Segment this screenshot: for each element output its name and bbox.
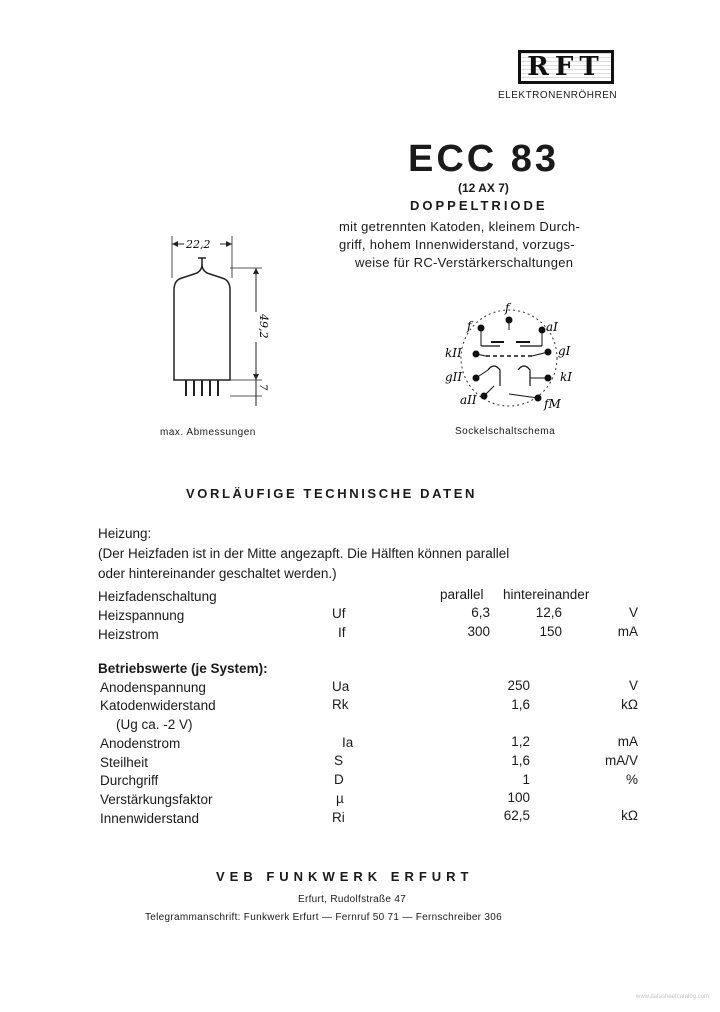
heizung-row-label: Heizstrom bbox=[98, 627, 159, 642]
dimensions-caption: max. Abmessungen bbox=[160, 427, 256, 438]
heizung-row-parallel: 6,3 bbox=[471, 605, 490, 620]
heizung-row-parallel: 300 bbox=[467, 624, 490, 639]
heizung-row-serial: 150 bbox=[539, 624, 562, 639]
betrieb-row-value: 1,6 bbox=[511, 753, 530, 768]
betrieb-row-unit: mA bbox=[617, 734, 638, 749]
betrieb-row-value: 1,2 bbox=[511, 734, 530, 749]
diameter-label: 22,2 bbox=[186, 238, 211, 251]
betrieb-row-symbol: S bbox=[334, 753, 344, 768]
betrieb-row-unit: kΩ bbox=[621, 808, 638, 823]
heizung-row-unit: mA bbox=[617, 624, 638, 639]
betrieb-row-value: 1 bbox=[522, 772, 530, 787]
betrieb-row-symbol: Ri bbox=[332, 810, 345, 825]
tube-equivalent: (12 AX 7) bbox=[458, 181, 509, 195]
page-title: ECC 83 bbox=[408, 138, 560, 180]
betrieb-row-value: 1,6 bbox=[511, 697, 530, 712]
description-line-3: weise für RC-Verstärkerschaltungen bbox=[355, 255, 574, 270]
pin-label-k2: kII bbox=[445, 346, 462, 360]
rft-logo: RFT bbox=[518, 50, 614, 84]
betrieb-row-unit: V bbox=[628, 678, 638, 693]
betrieb-row-label: Katodenwiderstand bbox=[100, 698, 216, 713]
betrieb-heading: Betriebswerte (je System): bbox=[98, 661, 268, 676]
brand-label: ELEKTRONENRÖHREN bbox=[498, 90, 618, 101]
betrieb-row-label: Steilheit bbox=[100, 755, 149, 770]
description-line-2: griff, hohem Innenwiderstand, vorzugs- bbox=[339, 237, 575, 252]
heizung-heading: Heizung: bbox=[98, 526, 152, 541]
socket-diagram bbox=[436, 298, 586, 416]
pin-label-f-top: f bbox=[505, 301, 510, 315]
betrieb-row-label: Anodenspannung bbox=[100, 680, 206, 695]
heizung-row-unit: V bbox=[628, 605, 638, 620]
watermark: www.datasheetcatalog.com bbox=[636, 994, 710, 1000]
betrieb-row-symbol: Ua bbox=[332, 679, 350, 694]
betrieb-row-symbol: µ bbox=[336, 791, 344, 806]
pin-label-a1: aI bbox=[546, 320, 558, 334]
pin-label-g1: gI bbox=[558, 344, 571, 358]
company-contact: Telegrammanschrift: Funkwerk Erfurt — Fernruf 50 71 — Fernschreiber 306 bbox=[145, 912, 502, 923]
heizung-row-symbol: Uf bbox=[332, 606, 346, 621]
betrieb-row-symbol: D bbox=[334, 772, 344, 787]
heizung-note-line-2: oder hintereinander geschaltet werden.) bbox=[98, 566, 337, 581]
betrieb-row-unit: % bbox=[625, 772, 638, 787]
company-address: Erfurt, Rudolfstraße 47 bbox=[298, 894, 407, 905]
betrieb-row-label: Anodenstrom bbox=[100, 736, 181, 751]
tube-outline-drawing bbox=[150, 228, 300, 418]
betrieb-row-value: 250 bbox=[507, 678, 530, 693]
socket-caption: Sockelschaltschema bbox=[455, 426, 556, 437]
pin-label-a2: aII bbox=[460, 393, 477, 407]
betrieb-row-symbol: Ia bbox=[342, 735, 354, 750]
section-title: VORLÄUFIGE TECHNISCHE DATEN bbox=[186, 486, 477, 501]
betrieb-row-value: 100 bbox=[507, 790, 530, 805]
tube-type: DOPPELTRIODE bbox=[410, 198, 548, 213]
betrieb-row-label: Innenwiderstand bbox=[100, 811, 200, 826]
betrieb-row-value: 62,5 bbox=[503, 808, 530, 823]
height-label: 49,2 bbox=[257, 314, 270, 339]
pin-length-label: 7 bbox=[257, 384, 268, 391]
betrieb-row-unit: mA/V bbox=[604, 753, 638, 768]
betrieb-row-symbol: Rk bbox=[332, 697, 349, 712]
betrieb-row-label: Verstärkungsfaktor bbox=[100, 792, 213, 807]
company-name: VEB FUNKWERK ERFURT bbox=[216, 869, 474, 884]
pin-label-fm: fM bbox=[544, 397, 561, 411]
description-line-1: mit getrennten Katoden, kleinem Durch- bbox=[339, 219, 581, 234]
heizung-row-serial: 12,6 bbox=[535, 605, 562, 620]
betrieb-row-note: (Ug ca. -2 V) bbox=[116, 717, 193, 732]
heizung-row-symbol: If bbox=[338, 625, 346, 640]
heizung-row-label: Heizfadenschaltung bbox=[98, 589, 217, 604]
heizung-row-label: Heizspannung bbox=[98, 608, 185, 623]
heizung-col-parallel: parallel bbox=[440, 587, 484, 602]
pin-label-k1: kI bbox=[560, 370, 573, 384]
betrieb-row-label: Durchgriff bbox=[100, 773, 159, 788]
heizung-note-line-1: (Der Heizfaden ist in der Mitte angezapft. Die Hälften können parallel bbox=[98, 546, 510, 561]
pin-label-g2: gII bbox=[445, 370, 463, 384]
pin-label-f-left: f bbox=[467, 319, 472, 333]
heizung-col-serial: hintereinander bbox=[503, 587, 590, 602]
betrieb-row-unit: kΩ bbox=[621, 697, 638, 712]
